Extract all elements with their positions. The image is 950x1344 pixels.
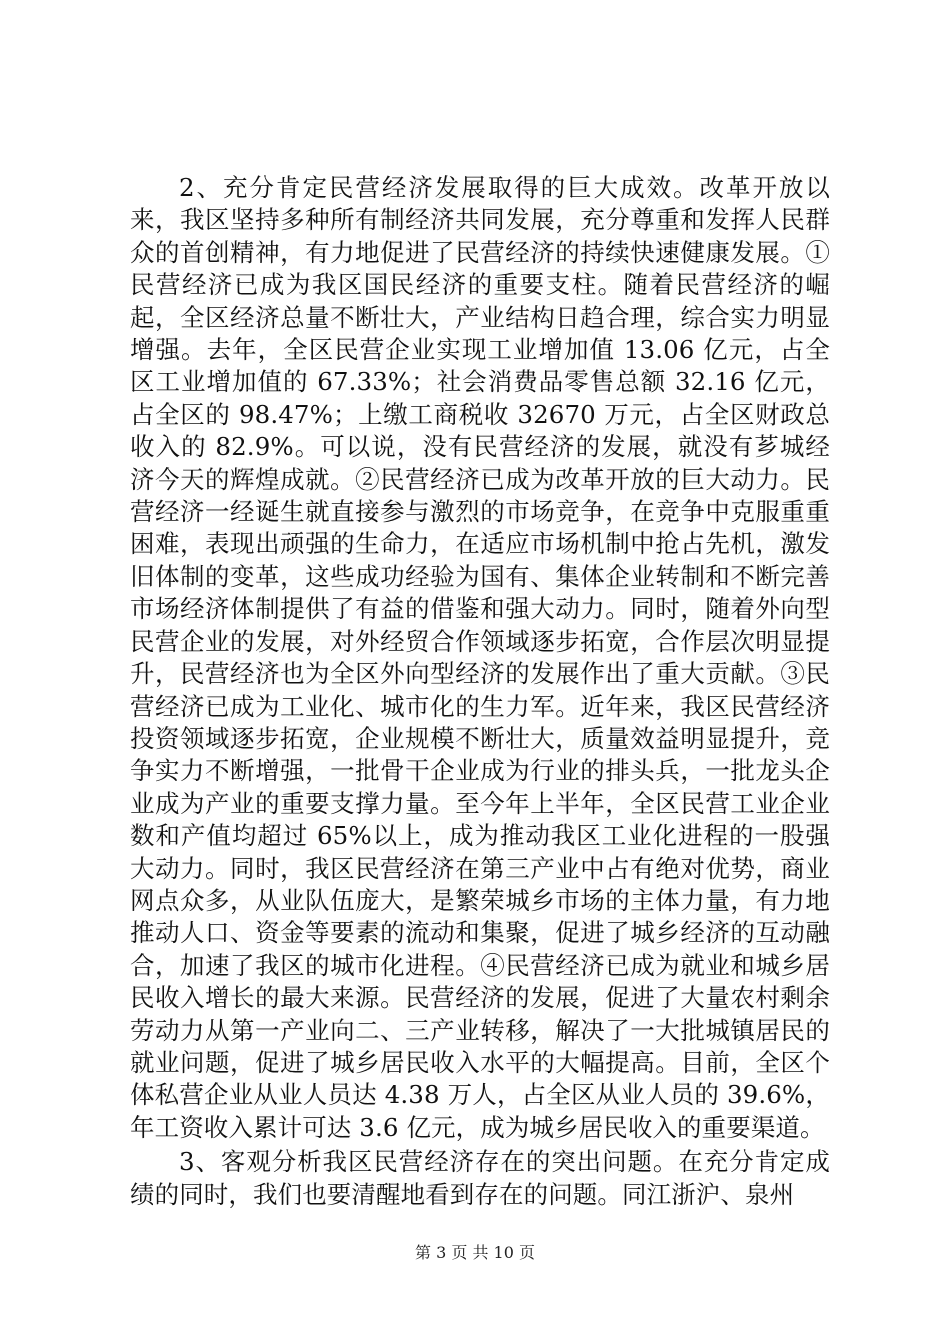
paragraph-problems: 3、客观分析我区民营经济存在的突出问题。在充分肯定成绩的同时，我们也要清醒地看到存在的问题。同江浙沪、泉州 xyxy=(130,1147,830,1209)
page-footer: 第 3 页 共 10 页 xyxy=(415,1243,535,1262)
paragraph-achievements: 2、充分肯定民营经济发展取得的巨大成效。改革开放以来，我区坚持多种所有制经济共同发展，充分尊重和发挥人民群众的首创精神，有力地促进了民营经济的持续快速健康发展。①民营经济已成为我区国民经济的重要支柱。随着民营经济的崛起，全区经济总量不断壮大，产业结构日趋合理，综合实力明显增强。去年，全区民营企业实现工业增加值 13.06 亿元，占全区工业增加值的 67.33%；社会消费品零售总额 32.16 亿元，占全区的 98.47%；上缴工商税收 32670 万元，占全区财政总收入的 82.9%。可以说，没有民营经济的发展，就没有芗城经济今天的辉煌成就。②民营经济已成为改革开放的巨大动力。民营经济一经诞生就直接参与激烈的市场竞争，在竞争中克服重重困难，表现出顽强的生命力，在适应市场机制中抢占先机，激发旧体制的变革，这些成功经验为国有、集体企业转制和不断完善市场经济体制提供了有益的借鉴和强大动力。同时，随着外向型民营企业的发展，对外经贸合作领域逐步拓宽，合作层次明显提升，民营经济也为全区外向型经济的发展作出了重大贡献。③民营经济已成为工业化、城市化的生力军。近年来，我区民营经济投资领域逐步拓宽，企业规模不断壮大，质量效益明显提升，竞争实力不断增强，一批骨干企业成为行业的排头兵，一批龙头企业成为产业的重要支撑力量。至今年上半年，全区民营工业企业数和产值均超过 65%以上，成为推动我区工业化进程的一股强大动力。同时，我区民营经济在第三产业中占有绝对优势，商业网点众多，从业队伍庞大，是繁荣城乡市场的主体力量，有力地推动人口、资金等要素的流动和集聚，促进了城乡经济的互动融合，加速了我区的城市化进程。④民营经济已成为就业和城乡居民收入增长的最大来源。民营经济的发展，促进了大量农村剩余劳动力从第一产业向二、三产业转移，解决了一大批城镇居民的就业问题，促进了城乡居民收入水平的大幅提高。目前，全区个体私营企业从业人员达 4.38 万人，占全区从业人员的 39.6%，年工资收入累计可达 3.6 亿元，成为城乡居民收入的重要渠道。 xyxy=(130,173,830,1142)
document-body xyxy=(130,172,830,1211)
